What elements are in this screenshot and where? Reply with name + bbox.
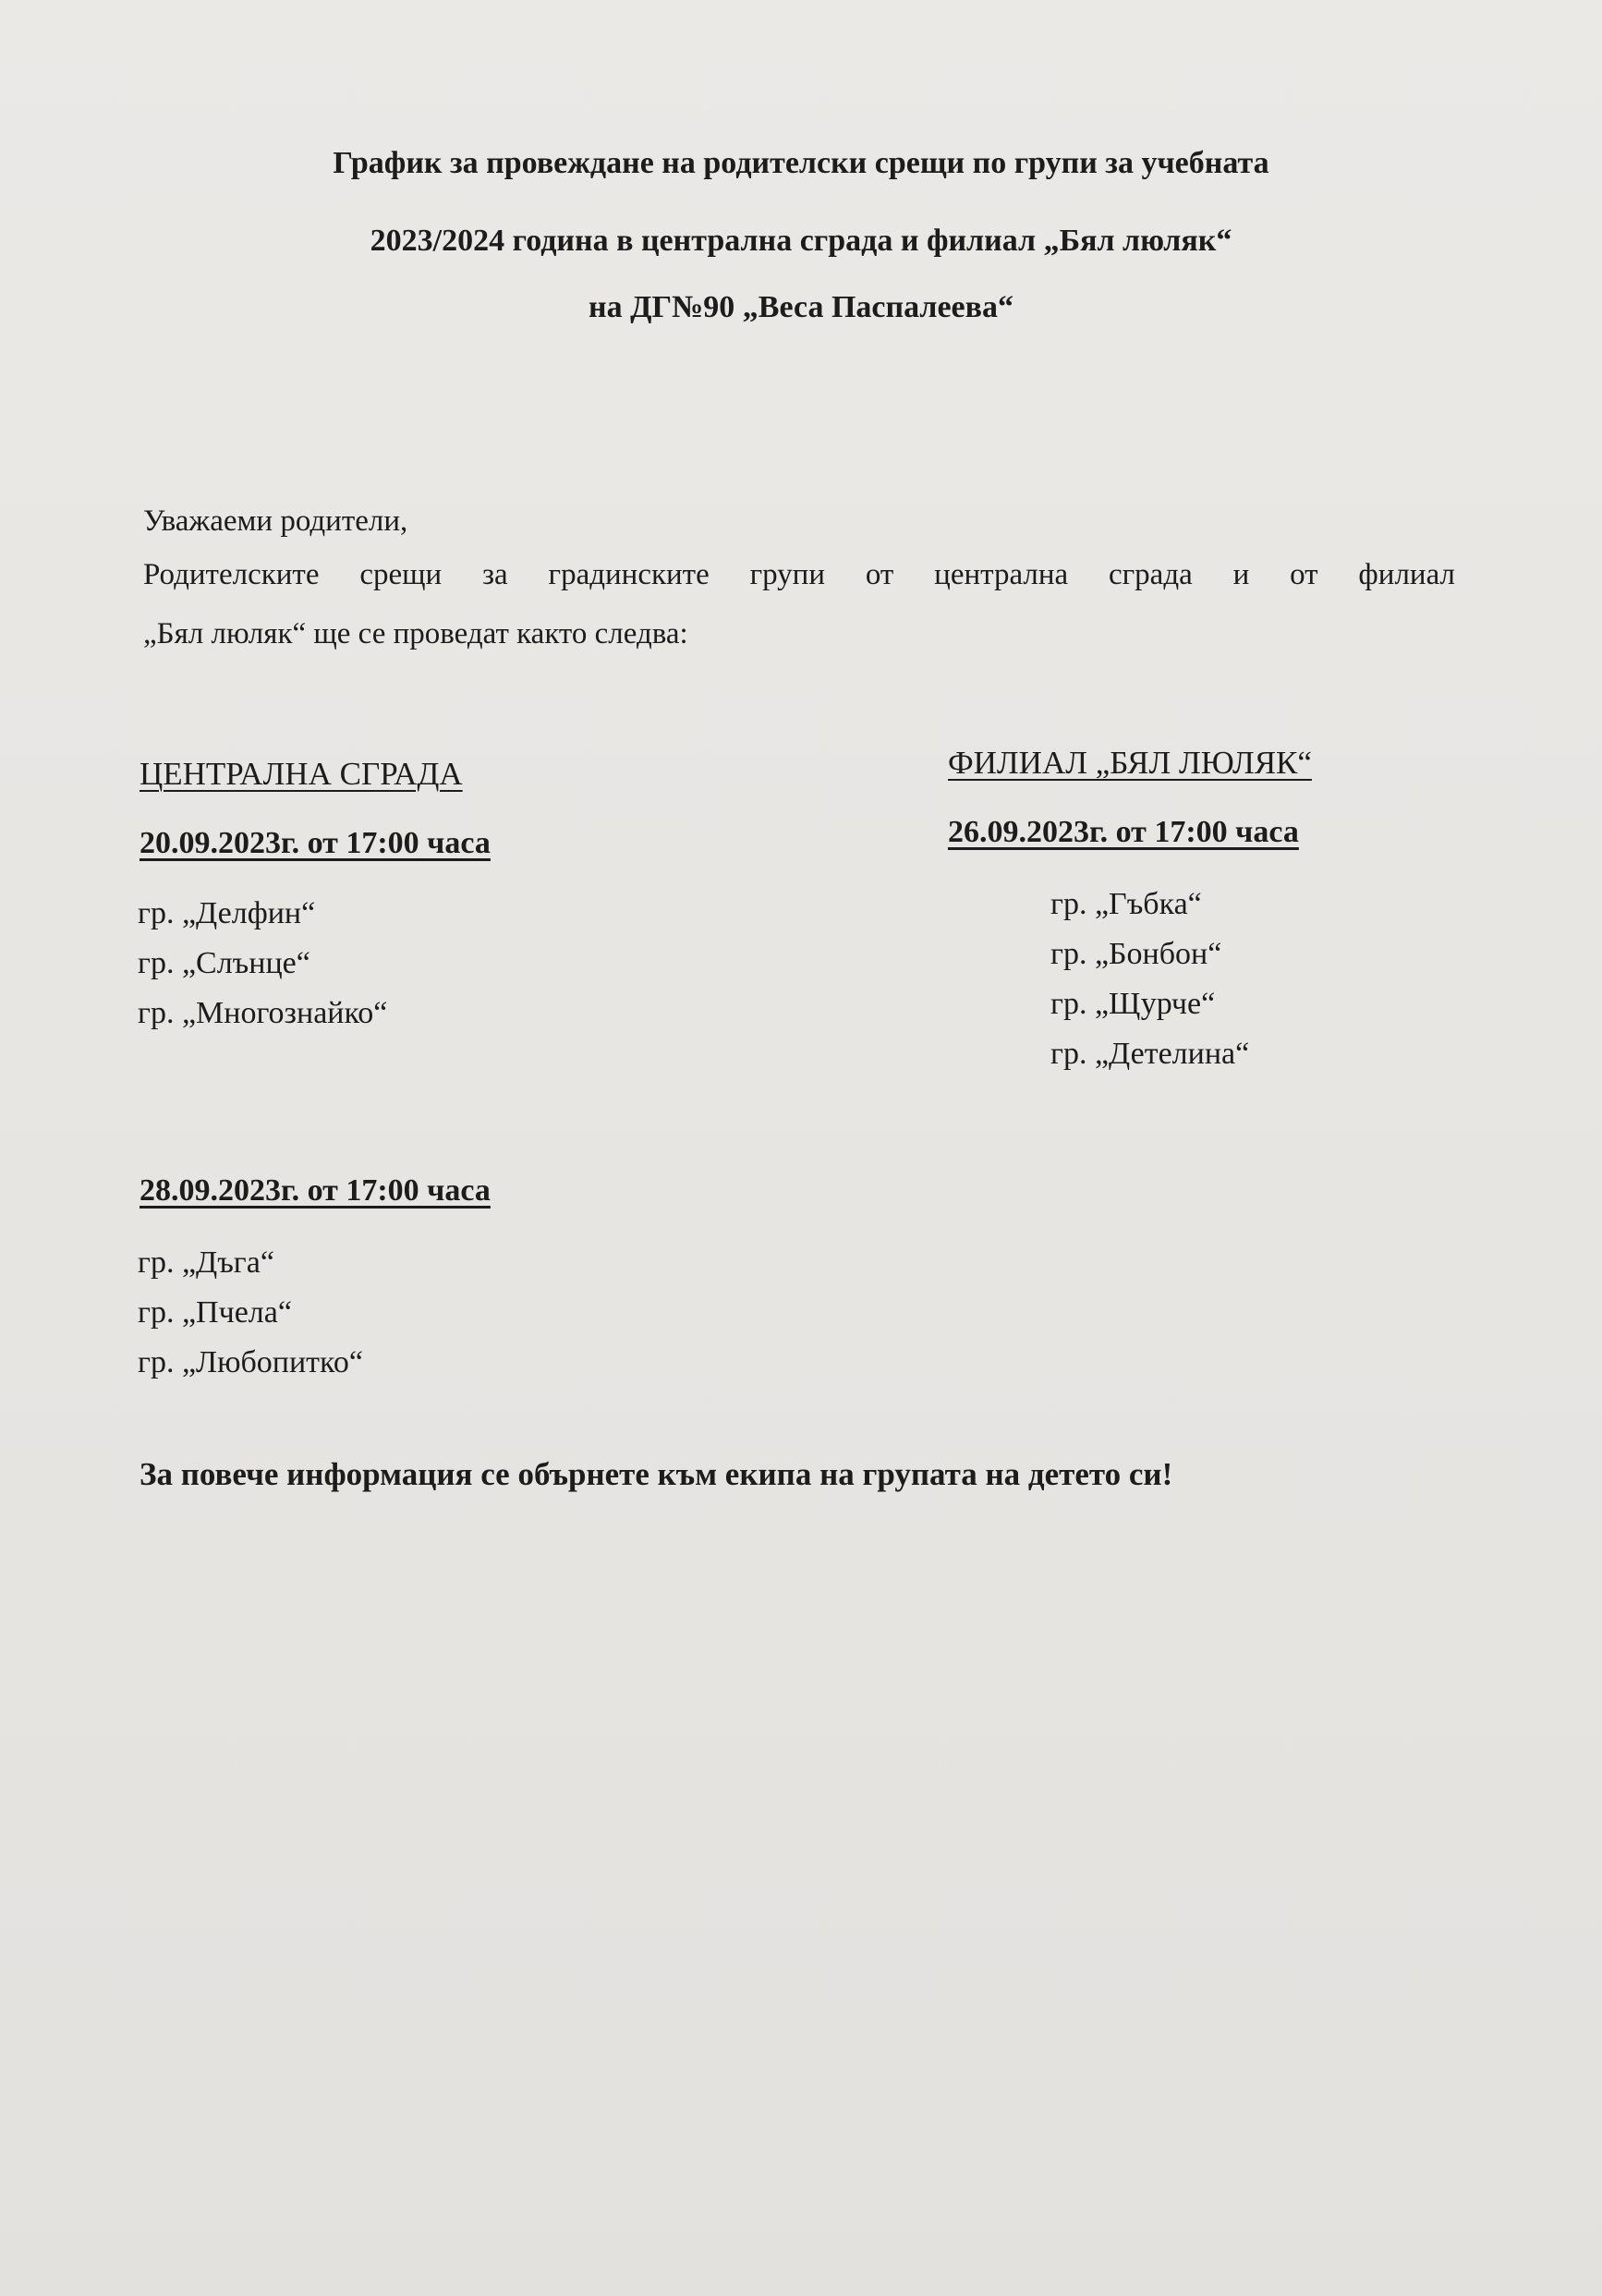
branch-session-1-date: 26.09.2023г. от 17:00 часа	[948, 815, 1299, 849]
list-item: гр. „Бонбон“	[1050, 937, 1222, 971]
document-title-line-3: на ДГ№90 „Веса Паспалеева“	[588, 290, 1013, 324]
list-item: гр. „Любопитко“	[138, 1345, 363, 1379]
central-building-heading: ЦЕНТРАЛНА СГРАДА	[140, 756, 463, 792]
central-session-2-date: 28.09.2023г. от 17:00 часа	[140, 1173, 491, 1208]
document-title-line-1: График за провеждане на родителски срещи по групи за учебната	[333, 146, 1269, 180]
list-item: гр. „Детелина“	[1050, 1037, 1250, 1071]
branch-session-1-groups	[1050, 889, 1249, 1088]
intro-line-1: Родителските срещи за градинските групи от централна сграда и от филиал	[143, 558, 1455, 591]
central-session-1-groups	[138, 898, 387, 1048]
central-session-2-groups	[138, 1247, 363, 1397]
list-item: гр. „Делфин“	[138, 896, 316, 930]
list-item: гр. „Щурче“	[1050, 987, 1216, 1021]
intro-line-2: „Бял люляк“ ще се проведат както следва:	[143, 617, 688, 650]
central-session-1-date: 20.09.2023г. от 17:00 часа	[140, 826, 491, 860]
footer-note: За повече информация се обърнете към екипа на групата на детето си!	[140, 1456, 1173, 1492]
document-title-line-2: 2023/2024 година в централна сграда и филиал „Бял люляк“	[370, 224, 1232, 258]
greeting: Уважаеми родители,	[143, 504, 408, 538]
list-item: гр. „Дъга“	[138, 1245, 274, 1280]
list-item: гр. „Многознайко“	[138, 996, 388, 1030]
list-item: гр. „Слънце“	[138, 946, 310, 980]
branch-heading: ФИЛИАЛ „БЯЛ ЛЮЛЯК“	[948, 745, 1312, 781]
list-item: гр. „Гъбка“	[1050, 887, 1202, 921]
list-item: гр. „Пчела“	[138, 1295, 292, 1330]
